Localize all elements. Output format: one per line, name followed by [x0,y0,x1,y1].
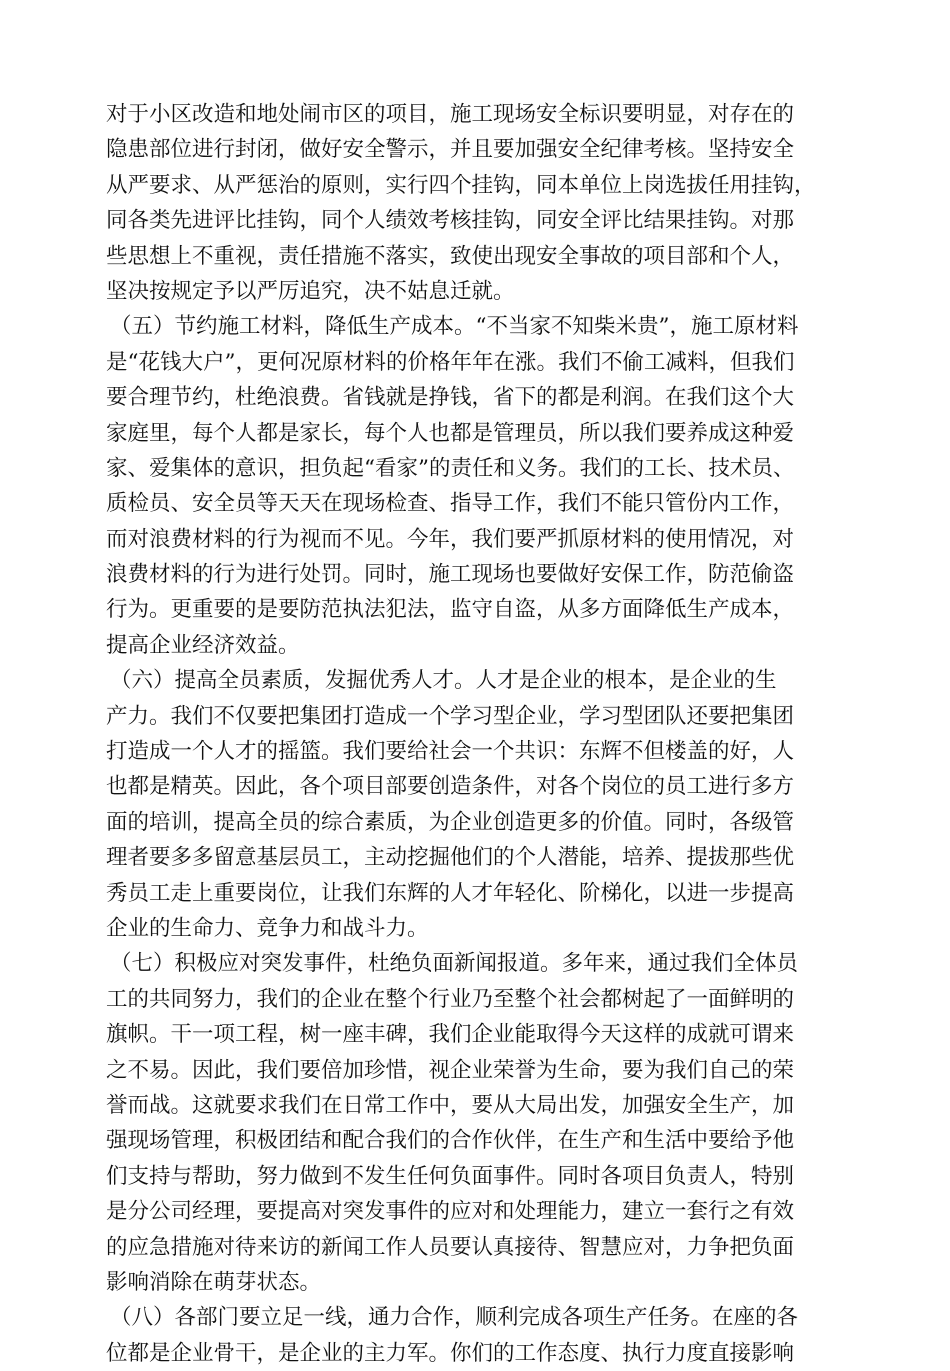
text-line-33: 的应急措施对待来访的新闻工作人员要认真接待、智慧应对，力争把负面 [106,1234,795,1260]
text-line-1: 对于小区改造和地处闹市区的项目，施工现场安全标识要明显，对存在的 [106,102,795,127]
text-line-19: 打造成一个人才的摇篮。我们要给社会一个共识：东辉不但楼盖的好，人 [106,739,795,765]
text-line-30: 强现场管理，积极团结和配合我们的合作伙伴，在生产和生活中要给予他 [106,1128,795,1154]
section-7-heading-line: （七）积极应对突发事件，杜绝负面新闻报道。多年来，通过我们全体员 [110,951,799,977]
text-line-11: 家、爱集体的意识，担负起“看家”的责任和义务。我们的工长、技术员、 [106,455,795,481]
section-6-heading-line: （六）提高全员素质，发掘优秀人才。人才是企业的根本，是企业的生 [110,668,777,694]
text-line-26: 工的共同努力，我们的企业在整个行业乃至整个社会都树起了一面鲜明的 [106,986,795,1012]
text-line-10: 家庭里，每个人都是家长，每个人也都是管理员，所以我们要养成这种爱 [106,420,795,446]
text-line-2: 隐患部位进行封闭，做好安全警示，并且要加强安全纪律考核。坚持安全 [106,137,795,163]
text-line-28: 之不易。因此，我们要倍加珍惜，视企业荣誉为生命，要为我们自己的荣 [106,1057,795,1083]
text-line-13: 而对浪费材料的行为视而不见。今年，我们要严抓原材料的使用情况，对 [106,526,795,552]
text-line-3: 从严要求、从严惩治的原则，实行四个挂钩，同本单位上岗选拔任用挂钩， [106,172,816,198]
text-line-16: 提高企业经济效益。 [106,632,300,658]
text-line-32: 是分公司经理，要提高对突发事件的应对和处理能力，建立一套行之有效 [106,1199,795,1225]
text-line-9: 要合理节约，杜绝浪费。省钱就是挣钱，省下的都是利润。在我们这个大 [106,385,795,411]
text-line-8: 是“花钱大户”，更何况原材料的价格年年在涨。我们不偷工减料，但我们 [106,349,795,375]
text-line-29: 誉而战。这就要求我们在日常工作中，要从大局出发，加强安全生产，加 [106,1092,795,1118]
section-8-heading-line: （八）各部门要立足一线，通力合作，顺利完成各项生产任务。在座的各 [110,1305,799,1331]
text-line-4: 同各类先进评比挂钩，同个人绩效考核挂钩，同安全评比结果挂钩。对那 [106,208,795,234]
text-line-18: 产力。我们不仅要把集团打造成一个学习型企业，学习型团队还要把集团 [106,703,795,729]
text-line-24: 企业的生命力、竞争力和战斗力。 [106,915,429,941]
text-line-27: 旗帜。干一项工程，树一座丰碑，我们企业能取得今天这样的成就可谓来 [106,1022,795,1048]
text-line-14: 浪费材料的行为进行处罚。同时，施工现场也要做好安保工作，防范偷盗 [106,562,795,588]
text-line-20: 也都是精英。因此，各个项目部要创造条件，对各个岗位的员工进行多方 [106,774,795,800]
document-body [106,97,866,1371]
section-5-heading-line: （五）节约施工材料，降低生产成本。“不当家不知柴米贵”，施工原材料 [110,314,799,340]
text-line-23: 秀员工走上重要岗位，让我们东辉的人才年轻化、阶梯化，以进一步提高 [106,880,795,906]
text-line-34: 影响消除在萌芽状态。 [106,1269,322,1295]
text-line-6: 坚决按规定予以严厉追究，决不姑息迁就。 [106,278,515,304]
text-line-5: 些思想上不重视，责任措施不落实，致使出现安全事故的项目部和个人， [106,243,795,269]
text-line-36: 位都是企业骨干，是企业的主力军。你们的工作态度、执行力度直接影响 [106,1340,795,1366]
text-line-12: 质检员、安全员等天天在现场检查、指导工作，我们不能只管份内工作， [106,491,795,517]
text-line-31: 们支持与帮助，努力做到不发生任何负面事件。同时各项目负责人，特别 [106,1163,795,1189]
text-line-22: 理者要多多留意基层员工，主动挖掘他们的个人潜能，培养、提拔那些优 [106,845,795,871]
text-line-15: 行为。更重要的是要防范执法犯法，监守自盗，从多方面降低生产成本， [106,597,795,623]
text-line-21: 面的培训，提高全员的综合素质，为企业创造更多的价值。同时，各级管 [106,809,795,835]
